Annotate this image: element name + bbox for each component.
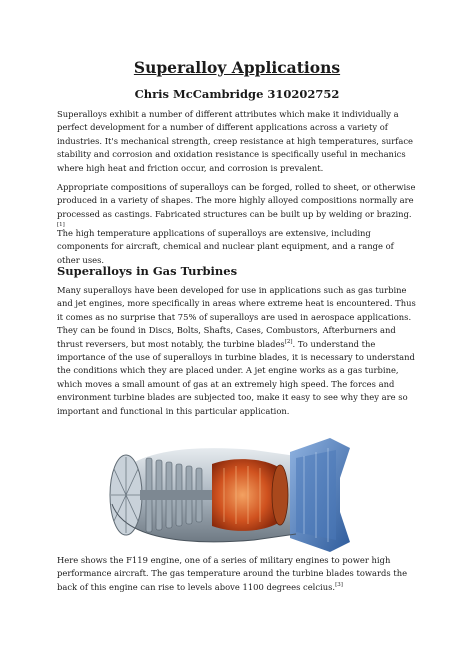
intro-paragraph xyxy=(57,108,419,175)
citation-ref[interactable]: [1] xyxy=(57,222,65,229)
author-line: Chris McCambridge 310202752 xyxy=(134,87,340,101)
citation-ref[interactable]: [3] xyxy=(335,582,343,589)
turbine-paragraph-text-b: . To understand the importance of the use of superalloys in turbine blades, it is necessary to understand the conditions which they are placed under. A jet engine works as a gas turbine, which moves a small amount of gas at an extremely high speed. The forces and environment turbine blades are subjected too, make it easy to see why they are so important and functional in this particular application. xyxy=(57,338,415,416)
turbine-paragraph-text-a: Many superalloys have been developed for use in applications such as gas turbine and jet engines, more specifically in areas where extreme heat is encountered. Thus it comes as no surprise that 75% of superalloys are used in aerospace applications. They can be found in Discs, Bolts, Shafts, Cases, Combustors, Afterburners and thrust reversers, but most notably, the turbine blades xyxy=(57,285,416,349)
applications-paragraph-text: The high temperature applications of superalloys are extensive, including components for aircraft, chemical and nuclear plant equipment, and a range of other uses. xyxy=(57,228,394,265)
applications-paragraph xyxy=(57,227,419,267)
f119-engine-cutaway-image xyxy=(104,434,354,556)
engine-caption-paragraph xyxy=(57,554,419,594)
composition-paragraph-text: Appropriate compositions of superalloys can be forged, rolled to sheet, or otherwise produced in a variety of shapes. The more highly alloyed compositions normally are processed as castings. Fabricated structures can be built up by welding or brazing. xyxy=(57,182,416,219)
document-title: Superalloy Applications xyxy=(133,58,341,77)
citation-ref[interactable]: [2] xyxy=(284,338,293,345)
engine-caption-text: Here shows the F119 engine, one of a series of military engines to power high performance aircraft. The gas temperature around the turbine blades towards the back of this engine can rise to levels above 1100 degrees celcius. xyxy=(57,555,408,592)
intro-paragraph-text: Superalloys exhibit a number of different attributes which make it individually a perfect development for a number of different applications across a variety of industries. It's mechanical strength, creep resistance at high temperatures, surface stability and corrosion and oxidation resistance is specifically useful in mechanics where high heat and friction occur, and corrosion is prevalent. xyxy=(57,109,414,173)
turbine-paragraph xyxy=(57,284,419,418)
section-heading: Superalloys in Gas Turbines xyxy=(57,264,238,278)
